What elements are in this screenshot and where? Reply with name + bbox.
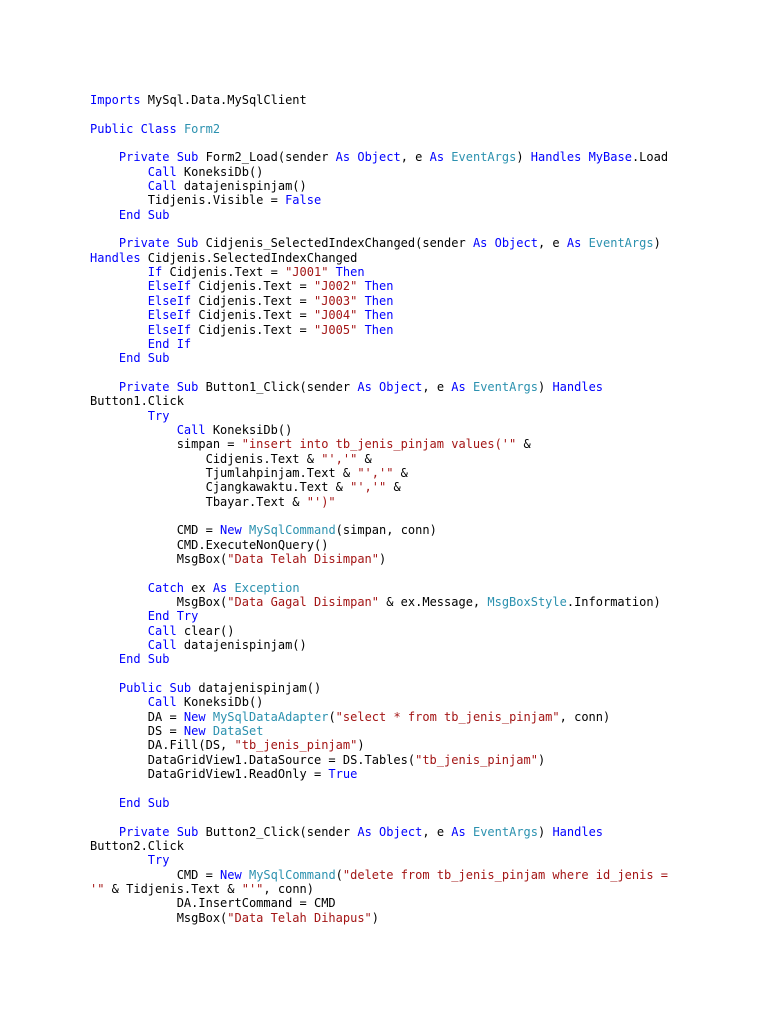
- code-line: [90, 308, 730, 322]
- code-token-text: CMD.ExecuteNonQuery(): [90, 537, 329, 552]
- code-token-text: , e: [400, 150, 430, 165]
- blank-line: [90, 366, 730, 380]
- code-token-text: [466, 380, 473, 394]
- code-token-text: [90, 409, 148, 423]
- code-token-string: "','": [321, 451, 358, 466]
- code-line: [90, 495, 730, 509]
- code-token-text: &: [357, 451, 372, 466]
- blank-line: [90, 136, 730, 150]
- code-line: [90, 380, 730, 394]
- code-token-keyword: End If: [147, 336, 192, 351]
- code-line: [90, 394, 730, 408]
- blank-line: [90, 566, 730, 580]
- code-token-text: [206, 710, 213, 724]
- code-token-keyword: As: [451, 824, 466, 839]
- code-line: [90, 624, 730, 638]
- code-token-text: Tidjenis.Visible =: [90, 193, 286, 208]
- code-line: [90, 179, 730, 193]
- code-token-keyword: Imports: [90, 93, 141, 107]
- code-token-keyword: Private Sub: [118, 379, 199, 394]
- code-line: [90, 409, 730, 423]
- code-token-keyword: End Sub: [118, 652, 170, 667]
- code-token-keyword: Then: [364, 293, 394, 308]
- code-token-keyword: Handles: [552, 824, 604, 839]
- code-line: [90, 724, 730, 738]
- code-line: [90, 351, 730, 365]
- code-line: [90, 466, 730, 480]
- code-line: [90, 423, 730, 437]
- code-token-text: Button2.Click: [90, 838, 184, 853]
- code-line: [90, 452, 730, 466]
- code-token-text: [581, 236, 588, 250]
- code-token-text: ): [379, 552, 387, 566]
- code-line: [90, 294, 730, 308]
- code-line: [90, 193, 730, 207]
- code-token-text: & Tidjenis.Text &: [104, 881, 242, 896]
- code-line: [90, 796, 730, 810]
- code-line: [90, 609, 730, 623]
- code-token-text: [90, 695, 148, 709]
- code-token-text: ex: [183, 580, 213, 595]
- code-token-text: DA =: [90, 709, 184, 724]
- code-token-keyword: Catch: [147, 580, 184, 595]
- code-token-text: &: [386, 480, 401, 495]
- code-token-keyword: New: [220, 523, 242, 538]
- code-token-keyword: Try: [147, 408, 170, 423]
- code-token-keyword: ElseIf: [147, 322, 192, 337]
- blank-line: [90, 667, 730, 681]
- code-token-text: [177, 122, 184, 136]
- code-token-text: [90, 165, 148, 179]
- code-token-type: MySqlCommand: [248, 867, 336, 882]
- code-token-keyword: New: [220, 867, 242, 882]
- code-line: [90, 251, 730, 265]
- code-line: [90, 236, 730, 250]
- code-token-text: simpan =: [90, 437, 242, 452]
- code-token-text: [90, 265, 148, 279]
- code-line: [90, 825, 730, 839]
- code-token-text: , e: [422, 379, 452, 394]
- blank-line: [90, 810, 730, 824]
- code-token-text: ): [371, 910, 380, 925]
- code-token-string: "J004": [313, 308, 358, 323]
- code-token-text: datajenispinjam(): [191, 681, 322, 696]
- code-token-string: "')": [306, 494, 336, 509]
- code-token-type: DataSet: [212, 724, 264, 739]
- code-token-keyword: End Sub: [118, 795, 170, 810]
- code-token-type: MsgBoxStyle: [487, 595, 567, 610]
- code-token-keyword: Call: [147, 695, 177, 710]
- code-token-text: [90, 638, 148, 652]
- code-token-string: "J001": [285, 265, 329, 280]
- code-token-keyword: Public Sub: [118, 681, 192, 696]
- code-token-keyword: As Object: [357, 824, 423, 839]
- code-token-text: [90, 179, 148, 193]
- code-token-text: (simpan, conn): [335, 523, 437, 538]
- code-line: [90, 738, 730, 752]
- code-token-string: "insert into tb_jenis_pinjam values('": [241, 437, 517, 452]
- code-token-text: , e: [537, 236, 567, 251]
- code-token-text: [357, 294, 364, 308]
- code-token-string: "J002": [313, 279, 358, 294]
- code-line: [90, 93, 730, 107]
- code-token-text: [206, 724, 213, 738]
- code-token-text: [90, 581, 148, 595]
- code-line: [90, 695, 730, 709]
- code-token-keyword: Public Class: [90, 121, 177, 136]
- code-token-text: DS =: [90, 724, 184, 739]
- code-token-keyword: Private Sub: [118, 236, 199, 251]
- code-token-keyword: Private Sub: [118, 824, 199, 839]
- code-token-text: ): [537, 752, 546, 767]
- code-token-keyword: Call: [147, 164, 177, 179]
- code-token-string: '": [90, 881, 105, 896]
- code-token-type: EventArgs: [588, 236, 654, 251]
- code-listing: [90, 93, 730, 925]
- code-token-text: Cjangkawaktu.Text &: [90, 480, 351, 495]
- code-token-text: , conn): [559, 709, 611, 724]
- code-token-keyword: As Object: [472, 236, 538, 251]
- blank-line: [90, 782, 730, 796]
- code-token-type: MySqlDataAdapter: [212, 709, 329, 724]
- code-token-text: Button1_Click(sender: [198, 379, 358, 394]
- code-token-text: datajenispinjam(): [176, 179, 307, 194]
- code-token-string: "'": [241, 881, 264, 896]
- code-token-string: "J005": [313, 322, 358, 337]
- code-token-keyword: ElseIf: [147, 308, 192, 323]
- code-token-text: Cidjenis.Text =: [191, 279, 314, 294]
- code-line: [90, 323, 730, 337]
- code-line: [90, 710, 730, 724]
- code-token-text: [90, 279, 148, 293]
- code-token-text: CMD =: [90, 867, 221, 882]
- code-token-text: MsgBox(: [90, 552, 228, 566]
- code-token-text: [90, 853, 148, 867]
- code-line: [90, 896, 730, 910]
- code-token-text: &: [393, 465, 408, 480]
- code-token-text: DA.Fill(DS,: [90, 738, 235, 753]
- code-token-keyword: End Try: [147, 609, 199, 624]
- code-line: [90, 150, 730, 164]
- code-token-keyword: Call: [147, 179, 177, 194]
- code-token-text: [90, 323, 148, 337]
- code-token-text: Button2_Click(sender: [198, 824, 358, 839]
- code-token-type: MySqlCommand: [248, 523, 336, 538]
- blank-line: [90, 509, 730, 523]
- code-line: [90, 753, 730, 767]
- code-token-text: [90, 796, 119, 810]
- code-token-text: [328, 265, 335, 279]
- code-token-text: & ex.Message,: [379, 595, 488, 610]
- code-token-keyword: Then: [364, 308, 394, 323]
- code-token-string: "Data Gagal Disimpan": [227, 595, 379, 610]
- code-line: [90, 480, 730, 494]
- code-token-text: [90, 652, 119, 666]
- code-line: [90, 538, 730, 552]
- code-token-text: DataGridView1.DataSource = DS.Tables(: [90, 752, 416, 767]
- code-line: [90, 265, 730, 279]
- code-line: [90, 437, 730, 451]
- code-line: [90, 122, 730, 136]
- code-token-text: (: [328, 709, 336, 724]
- code-token-keyword: Then: [364, 279, 394, 294]
- code-line: [90, 767, 730, 781]
- code-token-keyword: Handles: [90, 250, 141, 265]
- blank-line: [90, 222, 730, 236]
- code-token-text: [90, 380, 119, 394]
- code-token-text: Tbayar.Text &: [90, 494, 307, 509]
- code-token-text: Button1.Click: [90, 394, 184, 409]
- code-token-keyword: As: [566, 236, 582, 251]
- code-token-text: ): [538, 379, 553, 394]
- code-token-text: .Information): [566, 595, 661, 610]
- code-line: [90, 279, 730, 293]
- code-token-text: MsgBox(: [90, 595, 228, 610]
- code-token-string: "','": [357, 465, 394, 480]
- code-token-string: "tb_jenis_pinjam": [415, 752, 538, 767]
- code-line: [90, 581, 730, 595]
- code-token-keyword: Then: [335, 265, 365, 280]
- code-token-text: [90, 208, 119, 222]
- code-line: [90, 839, 730, 853]
- code-token-text: CMD =: [90, 523, 221, 538]
- code-token-keyword: New: [183, 709, 206, 724]
- code-token-keyword: Handles: [552, 379, 604, 394]
- code-token-text: Form2_Load(sender: [198, 150, 336, 165]
- code-token-text: ): [516, 150, 531, 165]
- code-token-text: [90, 609, 148, 623]
- code-token-string: "tb_jenis_pinjam": [234, 738, 358, 753]
- code-token-text: [90, 337, 148, 351]
- code-line: [90, 523, 730, 537]
- code-line: [90, 337, 730, 351]
- code-token-text: [90, 294, 148, 308]
- code-token-text: [357, 308, 364, 322]
- code-line: [90, 208, 730, 222]
- code-token-keyword: Call: [147, 638, 177, 653]
- code-token-text: [357, 279, 364, 293]
- code-line: [90, 552, 730, 566]
- code-token-text: Cidjenis.Text =: [191, 308, 314, 323]
- code-line: [90, 638, 730, 652]
- code-token-text: [90, 825, 119, 839]
- code-token-keyword: Call: [176, 422, 206, 437]
- code-token-keyword: As: [429, 150, 445, 165]
- code-token-keyword: As: [451, 379, 466, 394]
- code-token-keyword: False: [285, 193, 322, 208]
- code-token-keyword: As Object: [357, 379, 423, 394]
- code-token-text: &: [516, 437, 531, 452]
- code-token-keyword: As: [212, 580, 228, 595]
- code-token-keyword: If: [147, 265, 163, 280]
- code-token-type: EventArgs: [472, 824, 538, 839]
- code-token-text: [90, 236, 119, 250]
- code-token-text: clear(): [176, 623, 235, 638]
- code-token-string: "Data Telah Disimpan": [227, 552, 379, 566]
- code-line: [90, 681, 730, 695]
- code-line: [90, 595, 730, 609]
- code-token-text: ): [357, 738, 365, 753]
- code-token-keyword: True: [328, 767, 358, 782]
- code-token-text: .Load: [631, 150, 669, 165]
- code-token-keyword: ElseIf: [147, 279, 192, 294]
- code-token-text: [90, 150, 119, 164]
- code-token-keyword: As Object: [335, 150, 401, 165]
- code-line: [90, 868, 730, 882]
- code-token-text: , e: [422, 824, 452, 839]
- code-token-text: Cidjenis_SelectedIndexChanged(sender: [198, 236, 473, 251]
- code-token-text: Cidjenis.Text =: [191, 322, 314, 337]
- code-token-keyword: ElseIf: [147, 293, 192, 308]
- code-token-text: [242, 523, 249, 537]
- code-token-string: "J003": [313, 293, 358, 308]
- code-token-keyword: Handles MyBase: [530, 150, 632, 165]
- code-token-type: Exception: [234, 580, 300, 595]
- code-token-text: [90, 423, 177, 437]
- code-token-type: EventArgs: [472, 379, 538, 394]
- code-line: [90, 652, 730, 666]
- code-line: [90, 911, 730, 925]
- code-token-text: KoneksiDb(): [176, 695, 264, 710]
- code-token-text: [90, 308, 148, 322]
- code-token-text: ): [653, 236, 661, 251]
- code-token-text: ): [538, 824, 553, 839]
- code-token-keyword: Call: [147, 623, 177, 638]
- code-token-text: [242, 868, 249, 882]
- code-token-text: (: [335, 867, 343, 882]
- code-line: [90, 165, 730, 179]
- code-token-text: Cidjenis.Text =: [191, 293, 314, 308]
- code-token-keyword: Private Sub: [118, 150, 199, 165]
- code-token-string: "delete from tb_jenis_pinjam where id_jenis =: [342, 867, 669, 882]
- blank-line: [90, 107, 730, 121]
- code-token-string: "','": [350, 480, 387, 495]
- code-line: [90, 882, 730, 896]
- code-token-text: [90, 624, 148, 638]
- code-token-type: EventArgs: [451, 150, 517, 165]
- code-token-text: KoneksiDb(): [205, 422, 293, 437]
- code-token-text: [90, 351, 119, 365]
- code-token-text: [227, 581, 234, 595]
- code-token-keyword: New: [183, 724, 206, 739]
- code-token-text: Cidjenis.Text =: [162, 265, 286, 280]
- code-token-text: MySql.Data.MySqlClient: [140, 93, 307, 107]
- code-token-text: Tjumlahpinjam.Text &: [90, 465, 358, 480]
- code-token-keyword: Try: [147, 853, 170, 868]
- code-token-text: , conn): [263, 881, 314, 896]
- code-token-text: Cidjenis.Text &: [90, 451, 322, 466]
- code-token-text: DataGridView1.ReadOnly =: [90, 767, 329, 782]
- code-token-text: KoneksiDb(): [176, 164, 264, 179]
- code-token-text: [466, 825, 473, 839]
- code-token-text: [357, 323, 364, 337]
- code-token-text: datajenispinjam(): [176, 638, 307, 653]
- code-token-text: [90, 681, 119, 695]
- code-token-string: "select * from tb_jenis_pinjam": [335, 709, 560, 724]
- code-token-keyword: Then: [364, 322, 394, 337]
- code-token-string: "Data Telah Dihapus": [227, 910, 372, 925]
- code-token-text: MsgBox(: [90, 910, 228, 925]
- code-token-text: DA.InsertCommand = CMD: [90, 896, 336, 911]
- code-token-keyword: End Sub: [118, 351, 170, 366]
- code-token-keyword: End Sub: [118, 207, 170, 222]
- code-token-text: Cidjenis.SelectedIndexChanged: [140, 250, 358, 265]
- code-token-type: Form2: [183, 121, 221, 136]
- code-line: [90, 853, 730, 867]
